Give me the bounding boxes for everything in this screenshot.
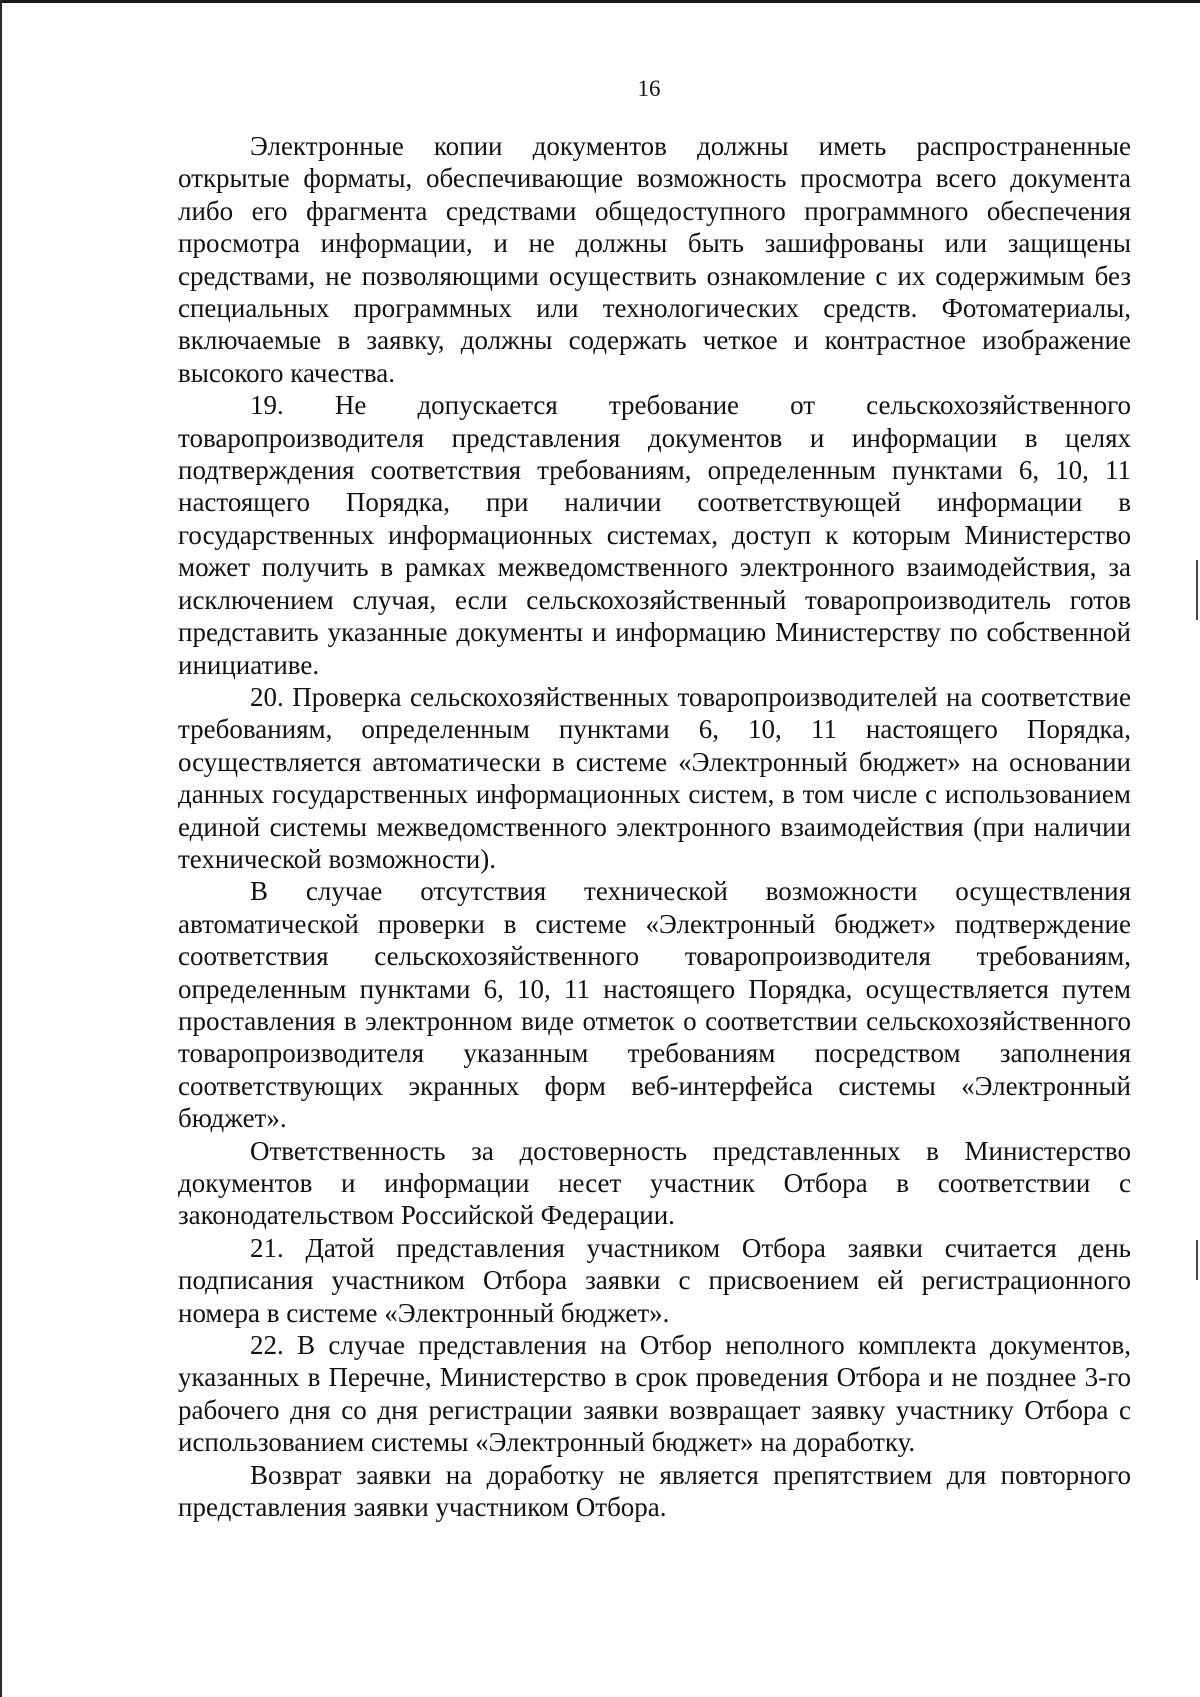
scan-right-mark xyxy=(1196,1240,1198,1280)
scan-top-edge xyxy=(0,0,1200,3)
paragraph-responsibility: Ответственность за достоверность представленных в Министерство документов и информации несет участник Отбора в соответствии с законодательством Российской Федерации. xyxy=(178,1135,1131,1231)
paragraph-return-application: Возврат заявки на доработку не является препятствием для повторного представления заявки участником Отбора. xyxy=(178,1459,1131,1523)
document-body xyxy=(178,130,1131,1523)
paragraph-electronic-copies: Электронные копии документов должны иметь распространенные открытые форматы, обеспечивающие возможность просмотра всего документа либо его фрагмента средствами общедоступного программного обеспечения просмотра информации, и не должны быть зашифрованы или защищены средствами, не позволяющими осуществить ознакомление с их содержимым без специальных программных или технологических средств. Фотоматериалы, включаемые в заявку, должны содержать четкое и контрастное изображение высокого качества. xyxy=(178,131,1131,388)
paragraph-20: 20. Проверка сельскохозяйственных товаропроизводителей на соответствие требованиям, определенным пунктами 6, 10, 11 настоящего Порядка, осуществляется автоматически в системе «Электронный бюджет» на основании данных государственных информационных систем, в том числе с использованием единой системы межведомственного электронного взаимодействия (при наличии технической возможности). xyxy=(178,681,1131,874)
paragraph-no-technical-possibility: В случае отсутствия технической возможности осуществления автоматической проверки в системе «Электронный бюджет» подтверждение соответствия сельскохозяйственного товаропроизводителя требованиям, определенным пунктами 6, 10, 11 настоящего Порядка, осуществляется путем проставления в электронном виде отметок о соответствии сельскохозяйственного товаропроизводителя указанным требованиям посредством заполнения соответствующих экранных форм веб-интерфейса системы «Электронный бюджет». xyxy=(178,876,1131,1134)
paragraph-21: 21. Датой представления участником Отбора заявки считается день подписания участником Отбора заявки с присвоением ей регистрационного номера в системе «Электронный бюджет». xyxy=(178,1232,1131,1328)
scan-left-edge xyxy=(0,0,2,1697)
paragraph-22: 22. В случае представления на Отбор неполного комплекта документов, указанных в Перечне, Министерство в срок проведения Отбора и не позднее 3-го рабочего дня со дня регистрации заявки возвращает заявку участнику Отбора с использованием системы «Электронный бюджет» на доработку. xyxy=(178,1330,1131,1458)
paragraph-19: 19. Не допускается требование от сельскохозяйственного товаропроизводителя представления документов и информации в целях подтверждения соответствия требованиям, определенным пунктами 6, 10, 11 настоящего Порядка, при наличии соответствующей информации в государственных информационных системах, доступ к которым Министерство может получить в рамках межведомственного электронного взаимодействия, за исключением случая, если сельскохозяйственный товаропроизводитель готов представить указанные документы и информацию Министерству по собственной инициативе. xyxy=(178,390,1131,680)
scan-right-mark xyxy=(1196,560,1198,620)
page-number: 16 xyxy=(637,76,661,101)
